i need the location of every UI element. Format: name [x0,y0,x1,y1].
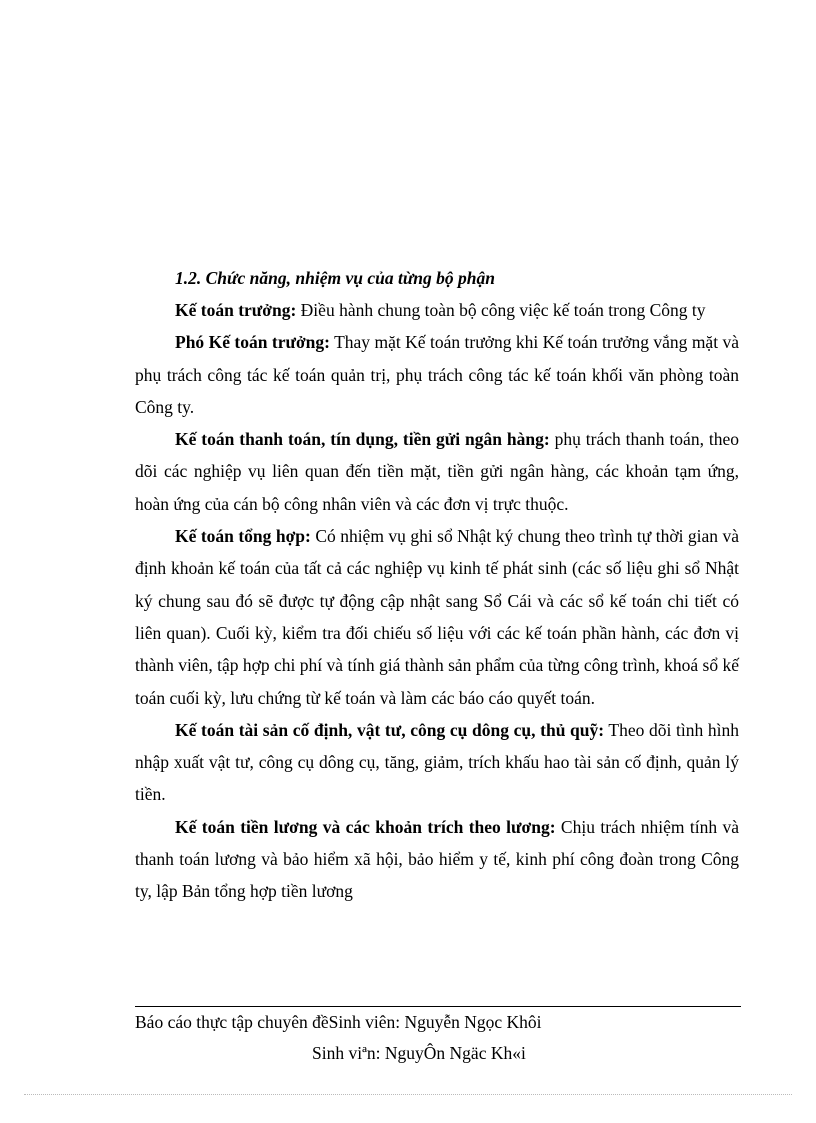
paragraph-fixed-assets-accountant [135,714,739,811]
paragraph-term: Phó Kế toán trưởng: [175,332,330,353]
paragraph-text: Theo dõi tình hình nhập xuất vật tư, công cụ dông cụ, tăng, giảm, trích khấu hao tài sản cố định, quản lý tiền. [135,719,739,805]
paragraph-deputy-chief-accountant [135,326,739,423]
paragraph-chief-accountant [135,294,739,326]
footer-divider [135,1006,741,1007]
section-heading: 1.2. Chức năng, nhiệm vụ của từng bộ phận [175,268,495,288]
document-body [135,262,739,908]
paragraph-text: Có nhiệm vụ ghi sổ Nhật ký chung theo trình tự thời gian và định khoản kế toán của tất cả các nghiệp vụ kinh tế phát sinh (các số liệu ghi sổ Nhật ký chung sau đó sẽ được tự động cập nhật sang Sổ Cái và các sổ kế toán chi tiết có liên quan). Cuối kỳ, kiểm tra đối chiếu số liệu với các kế toán phần hành, các đơn vị thành viên, tập hợp chi phí và tính giá thành sản phẩm của từng công trình, khoá sổ kế toán cuối kỳ, lưu chứng từ kế toán và làm các báo cáo quyết toán. [135,526,740,708]
footer-report-line: Báo cáo thực tập chuyên đềSinh viên: Nguyễn Ngọc Khôi [135,1012,542,1032]
paragraph-term: Kế toán tiền lương và các khoản trích theo lương: [175,816,556,837]
page-break-divider [24,1094,792,1095]
paragraph-general-accountant [135,520,739,714]
paragraph-payroll-accountant [135,811,739,908]
paragraph-payment-accountant [135,423,739,520]
paragraph-term: Kế toán tổng hợp: [175,526,311,547]
paragraph-text: phụ trách thanh toán, theo dõi các nghiệp vụ liên quan đến tiền mặt, tiền gửi ngân hàng, các khoản tạm ứng, hoàn ứng của cán bộ công nhân viên và các đơn vị trực thuộc. [135,429,739,514]
paragraph-term: Kế toán tài sản cố định, vật tư, công cụ dông cụ, thủ quỹ: [175,719,605,740]
footer-student-line: Sinh viªn: NguyÔn Ngäc Kh«i [312,1043,526,1063]
paragraph-text: Điều hành chung toàn bộ công việc kế toán trong Công ty [296,300,706,320]
paragraph-term: Kế toán trưởng: [175,300,297,320]
paragraph-text: Thay mặt Kế toán trưởng khi Kế toán trưởng vắng mặt và phụ trách công tác kế toán quản trị, phụ trách công tác kế toán khối văn phòng toàn Công ty. [135,332,739,417]
paragraph-term: Kế toán thanh toán, tín dụng, tiền gửi ngân hàng: [175,429,550,450]
paragraph-text: Chịu trách nhiệm tính và thanh toán lương và bảo hiểm xã hội, bảo hiểm y tế, kinh phí công đoàn trong Công ty, lập Bản tổng hợp tiền lương [135,816,739,902]
